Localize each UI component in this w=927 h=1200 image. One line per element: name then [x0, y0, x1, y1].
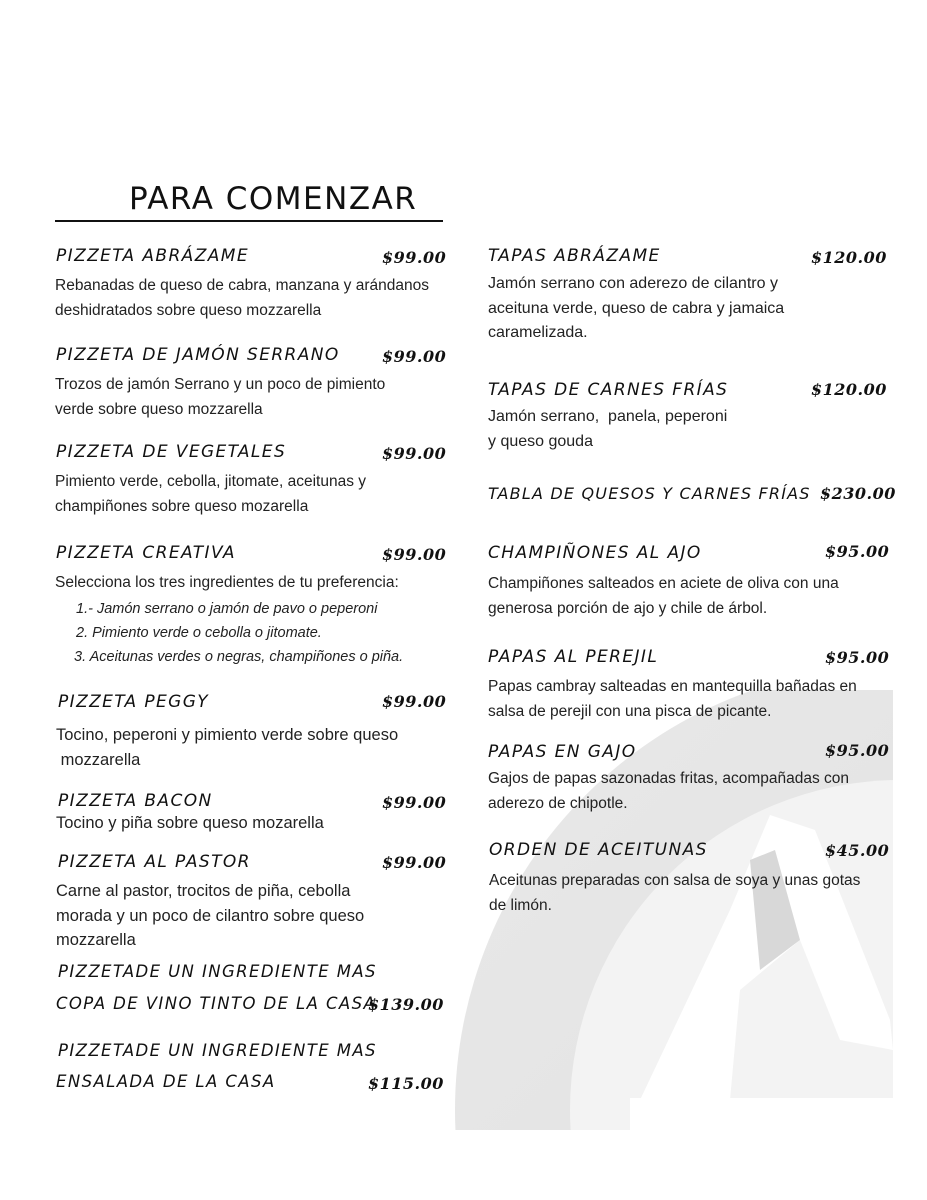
- item-description: Carne al pastor, trocitos de piña, cebolla morada y un poco de cilantro sobre queso mozzarella: [56, 882, 365, 949]
- item-name: CHAMPIÑONES AL AJO: [488, 543, 702, 563]
- item-description: Gajos de papas sazonadas fritas, acompañadas con aderezo de chipotle.: [488, 770, 850, 812]
- item-name: PIZZETA ABRÁZAME: [56, 246, 249, 266]
- item-name: ORDEN DE ACEITUNAS: [489, 840, 708, 860]
- item-description: Papas cambray salteadas en mantequilla bañadas en salsa de perejil con una pisca de picante.: [488, 678, 857, 720]
- combo-line: COPA DE VINO TINTO DE LA CASA: [56, 994, 377, 1013]
- item-name: PAPAS AL PEREJIL: [488, 647, 659, 667]
- item-price: $99.00: [382, 444, 447, 463]
- item-price: $99.00: [382, 853, 447, 872]
- item-name: PIZZETA DE VEGETALES: [56, 442, 287, 462]
- item-price: $120.00: [811, 380, 887, 399]
- option-line: 3. Aceitunas verdes o negras, champiñones o piña.: [74, 649, 404, 665]
- item-name: PIZZETA AL PASTOR: [58, 852, 251, 872]
- option-line: 1.- Jamón serrano o jamón de pavo o peperoni: [76, 601, 378, 617]
- item-description: Jamón serrano con aderezo de cilantro y aceituna verde, queso de cabra y jamaica caramelizada.: [488, 275, 785, 341]
- item-price: $139.00: [368, 995, 444, 1014]
- item-description: Jamón serrano, panela, peperoni y queso gouda: [488, 408, 728, 450]
- item-price: $99.00: [382, 793, 447, 812]
- item-name: PAPAS EN GAJO: [488, 742, 637, 762]
- combo-line: ENSALADA DE LA CASA: [56, 1072, 276, 1091]
- item-name: PIZZETA BACON: [58, 791, 213, 811]
- item-description: Trozos de jamón Serrano y un poco de pimiento verde sobre queso mozzarella: [55, 376, 386, 418]
- item-name: TAPAS DE CARNES FRÍAS: [488, 380, 729, 400]
- item-price: $99.00: [382, 248, 447, 267]
- item-description: Aceitunas preparadas con salsa de soya y unas gotas de limón.: [489, 872, 861, 914]
- item-price: $99.00: [382, 692, 447, 711]
- item-description: Tocino, peperoni y pimiento verde sobre queso mozzarella: [56, 726, 399, 769]
- item-price: $99.00: [382, 545, 447, 564]
- item-description: Champiñones salteados en aciete de oliva con una generosa porción de ajo y chile de árbol.: [488, 575, 839, 617]
- item-price: $115.00: [368, 1074, 444, 1093]
- combo-line: PIZZETADE UN INGREDIENTE MAS: [58, 1041, 377, 1060]
- item-price: $45.00: [825, 841, 890, 860]
- section-title: PARA COMENZAR: [55, 178, 443, 222]
- item-name: PIZZETA CREATIVA: [56, 543, 236, 563]
- item-price: $95.00: [825, 648, 890, 667]
- item-price: $120.00: [811, 248, 887, 267]
- item-name: PIZZETA DE JAMÓN SERRANO: [56, 345, 340, 365]
- item-price: $95.00: [825, 741, 890, 760]
- item-name: TABLA DE QUESOS Y CARNES FRÍAS: [488, 484, 811, 503]
- item-description: Tocino y piña sobre queso mozarella: [56, 814, 324, 832]
- item-name: PIZZETA PEGGY: [58, 692, 210, 712]
- combo-line: PIZZETADE UN INGREDIENTE MAS: [58, 962, 377, 981]
- option-line: 2. Pimiento verde o cebolla o jitomate.: [76, 625, 322, 641]
- item-description: Pimiento verde, cebolla, jitomate, aceitunas y champiñones sobre queso mozarella: [55, 473, 367, 515]
- item-description: Selecciona los tres ingredientes de tu preferencia:: [55, 574, 399, 591]
- item-description: Rebanadas de queso de cabra, manzana y arándanos deshidratados sobre queso mozzarella: [55, 277, 429, 319]
- item-price: $99.00: [382, 347, 447, 366]
- item-name: TAPAS ABRÁZAME: [488, 246, 661, 266]
- item-price: $95.00: [825, 542, 890, 561]
- item-price: $230.00: [820, 484, 896, 503]
